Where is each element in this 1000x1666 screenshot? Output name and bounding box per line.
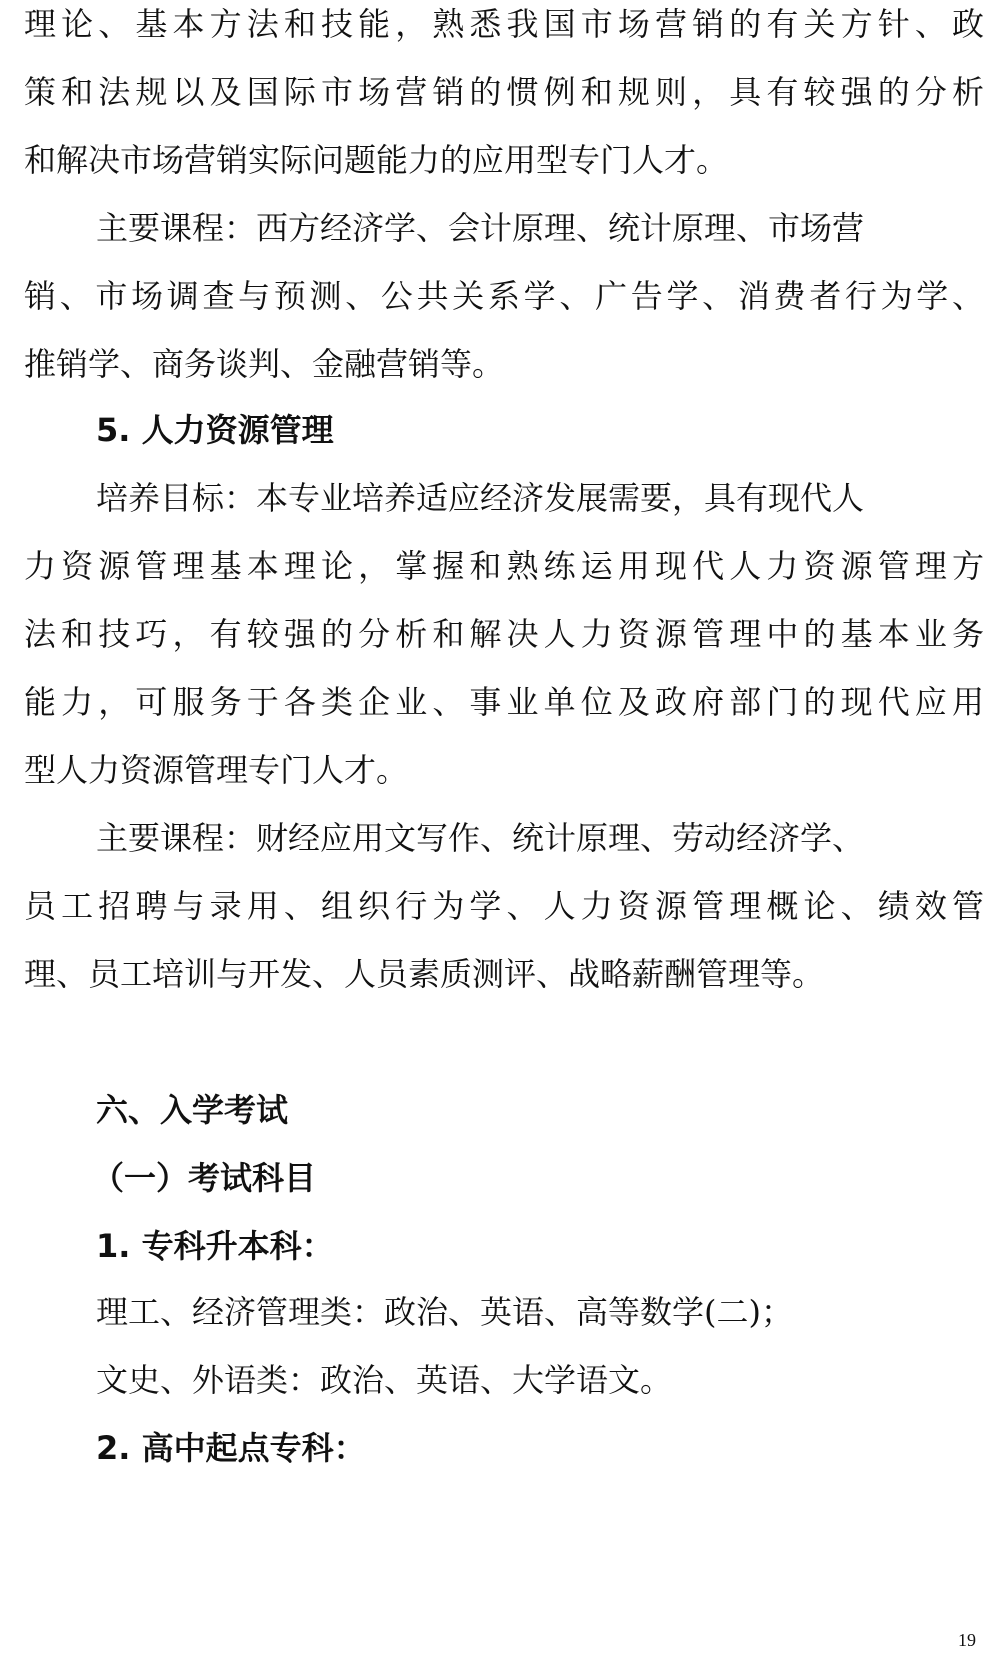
- body-text-line: 能力，可服务于各类企业、事业单位及政府部门的现代应用: [24, 683, 984, 721]
- courses-heading-line: 主要课程：财经应用文写作、统计原理、劳动经济学、: [96, 819, 865, 857]
- body-text-line: 销、市场调查与预测、公共关系学、广告学、消费者行为学、: [24, 277, 984, 315]
- body-text-line: 型人力资源管理专门人才。: [24, 751, 409, 789]
- body-text-line: 推销学、商务谈判、金融营销等。: [24, 345, 505, 383]
- body-text-line: 员工招聘与录用、组织行为学、人力资源管理概论、绩效管: [24, 887, 984, 925]
- body-text-line: 理论、基本方法和技能，熟悉我国市场营销的有关方针、政: [24, 5, 984, 43]
- section-heading: 5. 人力资源管理: [96, 411, 334, 449]
- body-text-line: 力资源管理基本理论，掌握和熟练运用现代人力资源管理方: [24, 547, 984, 585]
- item-heading: 2. 高中起点专科：: [96, 1429, 366, 1467]
- item-heading: 1. 专科升本科：: [96, 1227, 334, 1265]
- body-text-line: 和解决市场营销实际问题能力的应用型专门人才。: [24, 141, 729, 179]
- courses-heading-line: 主要课程：西方经济学、会计原理、统计原理、市场营: [96, 209, 865, 247]
- body-text-line: 培养目标：本专业培养适应经济发展需要，具有现代人: [96, 479, 865, 517]
- body-text-line: 法和技巧，有较强的分析和解决人力资源管理中的基本业务: [24, 615, 984, 653]
- page-number: 19: [958, 1630, 976, 1650]
- body-text-line: 策和法规以及国际市场营销的惯例和规则，具有较强的分析: [24, 73, 984, 111]
- subsection-heading: （一）考试科目: [92, 1159, 317, 1197]
- exam-subjects-line: 理工、经济管理类：政治、英语、高等数学(二)；: [96, 1293, 793, 1331]
- exam-subjects-line: 文史、外语类：政治、英语、大学语文。: [96, 1361, 673, 1399]
- chapter-heading: 六、入学考试: [96, 1091, 289, 1129]
- body-text-line: 理、员工培训与开发、人员素质测评、战略薪酬管理等。: [24, 955, 825, 993]
